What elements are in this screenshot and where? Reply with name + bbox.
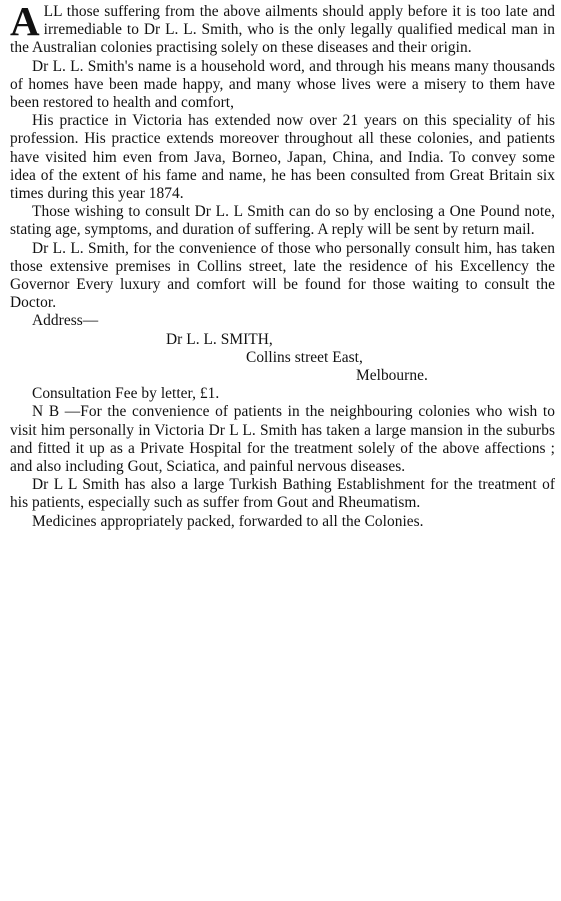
consultation-paragraph: Those wishing to consult Dr L. L Smith can do so by enclosing a One Pound note, stating age, symptoms, and duration of suffering. A reply will be sent by return mail. xyxy=(10,203,555,239)
opening-paragraph xyxy=(10,0,555,58)
address-label: Address— xyxy=(32,312,99,330)
consultation-fee: Consultation Fee by letter, £1. xyxy=(32,385,220,403)
premises-paragraph: Dr L. L. Smith, for the convenience of those who personally consult him, has taken those extensive premises in Collins street, late the residence of his Excellency the Governor Every luxury and comfort will be found for those waiting to consult the Doctor. xyxy=(10,239,555,312)
drop-cap: A xyxy=(10,0,40,44)
address-street: Collins street East, xyxy=(246,348,363,366)
address-name: Dr L. L. SMITH, xyxy=(166,330,273,348)
medicines-paragraph: Medicines appropriately packed, forwarded to all the Colonies. xyxy=(32,512,424,530)
opening-paragraph-text: LL those suffering from the above ailments should apply before it is too late and irremediable to Dr L. L. Smith, who is the only legally qualified medical man in the Australian colonies practising solely on these diseases and their origin. xyxy=(10,3,555,57)
address-block xyxy=(10,331,555,386)
address-city: Melbourne. xyxy=(356,367,428,385)
practice-paragraph: His practice in Victoria has extended now over 21 years on this speciality of his profession. His practice extends moreover throughout all these colonies, and patients have visited him even from Java, Borneo, Japan, China, and India. To convey some idea of the extent of his fame and name, he has been consulted from Great Britain six times during this year 1874. xyxy=(10,112,555,203)
turkish-bath-paragraph: Dr L L Smith has also a large Turkish Bathing Establishment for the treatment of his patients, especially such as suffer from Gout and Rheumatism. xyxy=(10,476,555,512)
reputation-paragraph: Dr L. L. Smith's name is a household word, and through his means many thousands of homes have been made happy, and many whose lives were a misery to them have been restored to health and comfort, xyxy=(10,57,555,112)
hospital-note-paragraph: N B —For the convenience of patients in the neighbouring colonies who wish to visit him personally in Victoria Dr L L. Smith has taken a large mansion in the suburbs and fitted it up as a Private Hospital for the treatment solely of the above affections ; and also including Gout, Sciatica, and painful nervous diseases. xyxy=(10,403,555,476)
